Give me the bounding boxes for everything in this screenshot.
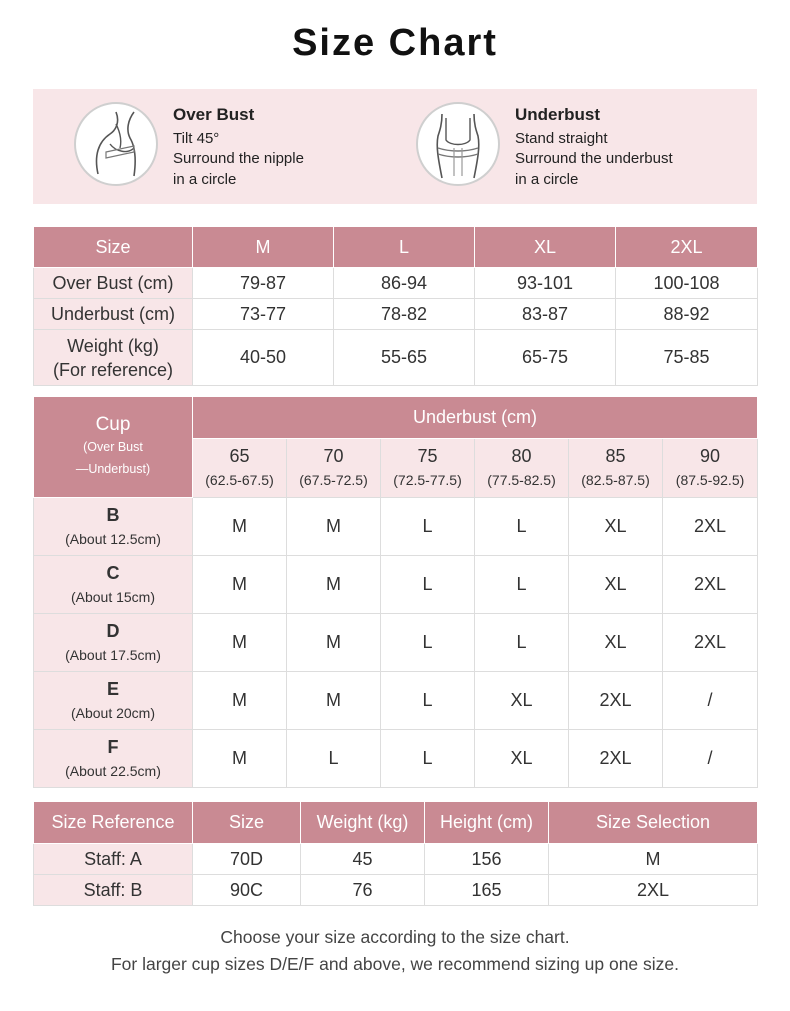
table-cell: L [475, 614, 569, 672]
underbust-line: Stand straight [515, 129, 608, 147]
cup-label: Cup [95, 414, 131, 435]
underbust-size-cell [381, 439, 475, 498]
table-cell: L [381, 614, 475, 672]
cup-header-cell [34, 397, 193, 498]
underbust-text [515, 105, 673, 190]
table-cell: M [287, 614, 381, 672]
underbust-guide [395, 89, 757, 204]
underbust-size-cell [287, 439, 381, 498]
underbust-range: (82.5-87.5) [581, 472, 650, 488]
measurement-guide [33, 89, 757, 204]
table-cell: M [193, 614, 287, 672]
page-title: Size Chart [292, 22, 498, 64]
underbust-range: (87.5-92.5) [675, 472, 745, 488]
table-cell: 70D [193, 844, 301, 875]
table-cell: 2XL [569, 730, 663, 788]
table-row [34, 299, 758, 330]
table-cell: L [475, 498, 569, 556]
cup-letter: B [106, 504, 120, 525]
table-row [34, 672, 758, 730]
table-row [34, 844, 758, 875]
cup-about: (About 12.5cm) [65, 530, 161, 547]
row-label: Staff: B [34, 875, 193, 906]
table-cell: 93-101 [475, 268, 616, 299]
underbust-size-cell [475, 439, 569, 498]
footer-note: Choose your size according to the size chart. [220, 927, 570, 947]
table-cell: 55-65 [334, 330, 475, 386]
size-header-cell: Size [34, 227, 193, 268]
underbust-figure-icon [416, 102, 500, 186]
cup-table [33, 396, 758, 788]
table-row [34, 614, 758, 672]
size-header-row [34, 227, 758, 268]
table-cell: 78-82 [334, 299, 475, 330]
table-row [34, 330, 758, 386]
table-cell: 2XL [663, 498, 758, 556]
underbust-range: (62.5-67.5) [205, 472, 274, 488]
underbust-header-cell: Underbust (cm) [193, 397, 758, 439]
table-row [34, 556, 758, 614]
underbust-size: 80 [511, 446, 532, 466]
cup-letter: C [106, 562, 120, 583]
underbust-line: Surround the underbust [515, 150, 673, 167]
reference-header-cell: Weight (kg) [301, 802, 425, 844]
table-cell: M [193, 672, 287, 730]
table-cell: M [193, 498, 287, 556]
overbust-figure-icon [74, 102, 158, 186]
table-cell: 100-108 [616, 268, 758, 299]
cup-about: (About 20cm) [70, 704, 156, 721]
table-row [34, 730, 758, 788]
cup-row-label [34, 498, 193, 556]
cup-about: (About 17.5cm) [65, 646, 161, 663]
table-cell: 76 [301, 875, 425, 906]
table-cell: 88-92 [616, 299, 758, 330]
table-cell: 45 [301, 844, 425, 875]
cup-sublabel: (Over Bust [83, 440, 143, 454]
cup-about: (About 22.5cm) [65, 762, 161, 779]
table-cell: 2XL [663, 614, 758, 672]
table-cell: 2XL [569, 672, 663, 730]
reference-header-cell: Size Selection [549, 802, 758, 844]
overbust-line: Tilt 45° [173, 129, 220, 147]
table-cell: 65-75 [475, 330, 616, 386]
table-cell: 83-87 [475, 299, 616, 330]
table-row [34, 875, 758, 906]
table-cell: 86-94 [334, 268, 475, 299]
table-cell: XL [569, 556, 663, 614]
table-cell: XL [569, 614, 663, 672]
row-label: Underbust (cm) [34, 299, 193, 330]
overbust-text [173, 105, 304, 190]
overbust-heading: Over Bust [173, 105, 255, 124]
cup-header-row [34, 397, 758, 439]
table-cell: XL [475, 672, 569, 730]
cup-row-label [34, 614, 193, 672]
underbust-size: 75 [417, 446, 438, 466]
table-cell: XL [475, 730, 569, 788]
cup-row-label [34, 556, 193, 614]
underbust-heading: Underbust [515, 105, 600, 124]
underbust-range: (67.5-72.5) [299, 472, 368, 488]
overbust-line: Surround the nipple [173, 150, 304, 167]
size-header-cell: M [193, 227, 334, 268]
table-cell: M [549, 844, 758, 875]
reference-header-cell: Size Reference [34, 802, 193, 844]
table-cell: M [287, 498, 381, 556]
table-cell: M [287, 672, 381, 730]
table-cell: 73-77 [193, 299, 334, 330]
cup-letter: F [107, 736, 119, 757]
size-table [33, 226, 758, 386]
underbust-size: 70 [323, 446, 344, 466]
table-cell: / [663, 730, 758, 788]
table-cell: 90C [193, 875, 301, 906]
row-label-line: Weight (kg) [67, 335, 159, 356]
underbust-size: 85 [605, 446, 626, 466]
table-cell: / [663, 672, 758, 730]
table-cell: XL [569, 498, 663, 556]
cup-letter: D [106, 620, 120, 641]
table-cell: M [193, 556, 287, 614]
table-cell: 79-87 [193, 268, 334, 299]
row-label [34, 330, 193, 386]
cup-letter: E [106, 678, 119, 699]
table-cell: M [193, 730, 287, 788]
overbust-line: in a circle [173, 170, 237, 188]
table-cell: L [381, 730, 475, 788]
underbust-line: in a circle [515, 170, 579, 188]
row-label: Over Bust (cm) [34, 268, 193, 299]
table-cell: L [475, 556, 569, 614]
table-cell: 40-50 [193, 330, 334, 386]
overbust-guide [33, 89, 393, 204]
reference-header-row [34, 802, 758, 844]
row-label: Staff: A [34, 844, 193, 875]
underbust-size-cell [569, 439, 663, 498]
underbust-size: 90 [700, 446, 721, 466]
cup-row-label [34, 730, 193, 788]
table-cell: M [287, 556, 381, 614]
underbust-range: (72.5-77.5) [393, 472, 462, 488]
reference-table [33, 801, 758, 906]
row-label-line: (For reference) [52, 359, 174, 380]
cup-row-label [34, 672, 193, 730]
table-row [34, 268, 758, 299]
footer-note: For larger cup sizes D/E/F and above, we recommend sizing up one size. [110, 954, 680, 974]
cup-about: (About 15cm) [70, 588, 156, 605]
table-cell: 165 [425, 875, 549, 906]
table-row [34, 498, 758, 556]
table-cell: 156 [425, 844, 549, 875]
reference-header-cell: Height (cm) [425, 802, 549, 844]
underbust-range: (77.5-82.5) [487, 472, 556, 488]
table-cell: L [381, 672, 475, 730]
size-header-cell: 2XL [616, 227, 758, 268]
table-cell: 2XL [549, 875, 758, 906]
table-cell: 2XL [663, 556, 758, 614]
table-cell: L [381, 498, 475, 556]
cup-sublabel: —Underbust) [75, 462, 151, 476]
table-cell: L [381, 556, 475, 614]
underbust-size-cell [193, 439, 287, 498]
size-header-cell: XL [475, 227, 616, 268]
table-cell: 75-85 [616, 330, 758, 386]
underbust-size: 65 [229, 446, 250, 466]
table-cell: L [287, 730, 381, 788]
reference-header-cell: Size [193, 802, 301, 844]
size-header-cell: L [334, 227, 475, 268]
underbust-size-cell [663, 439, 758, 498]
